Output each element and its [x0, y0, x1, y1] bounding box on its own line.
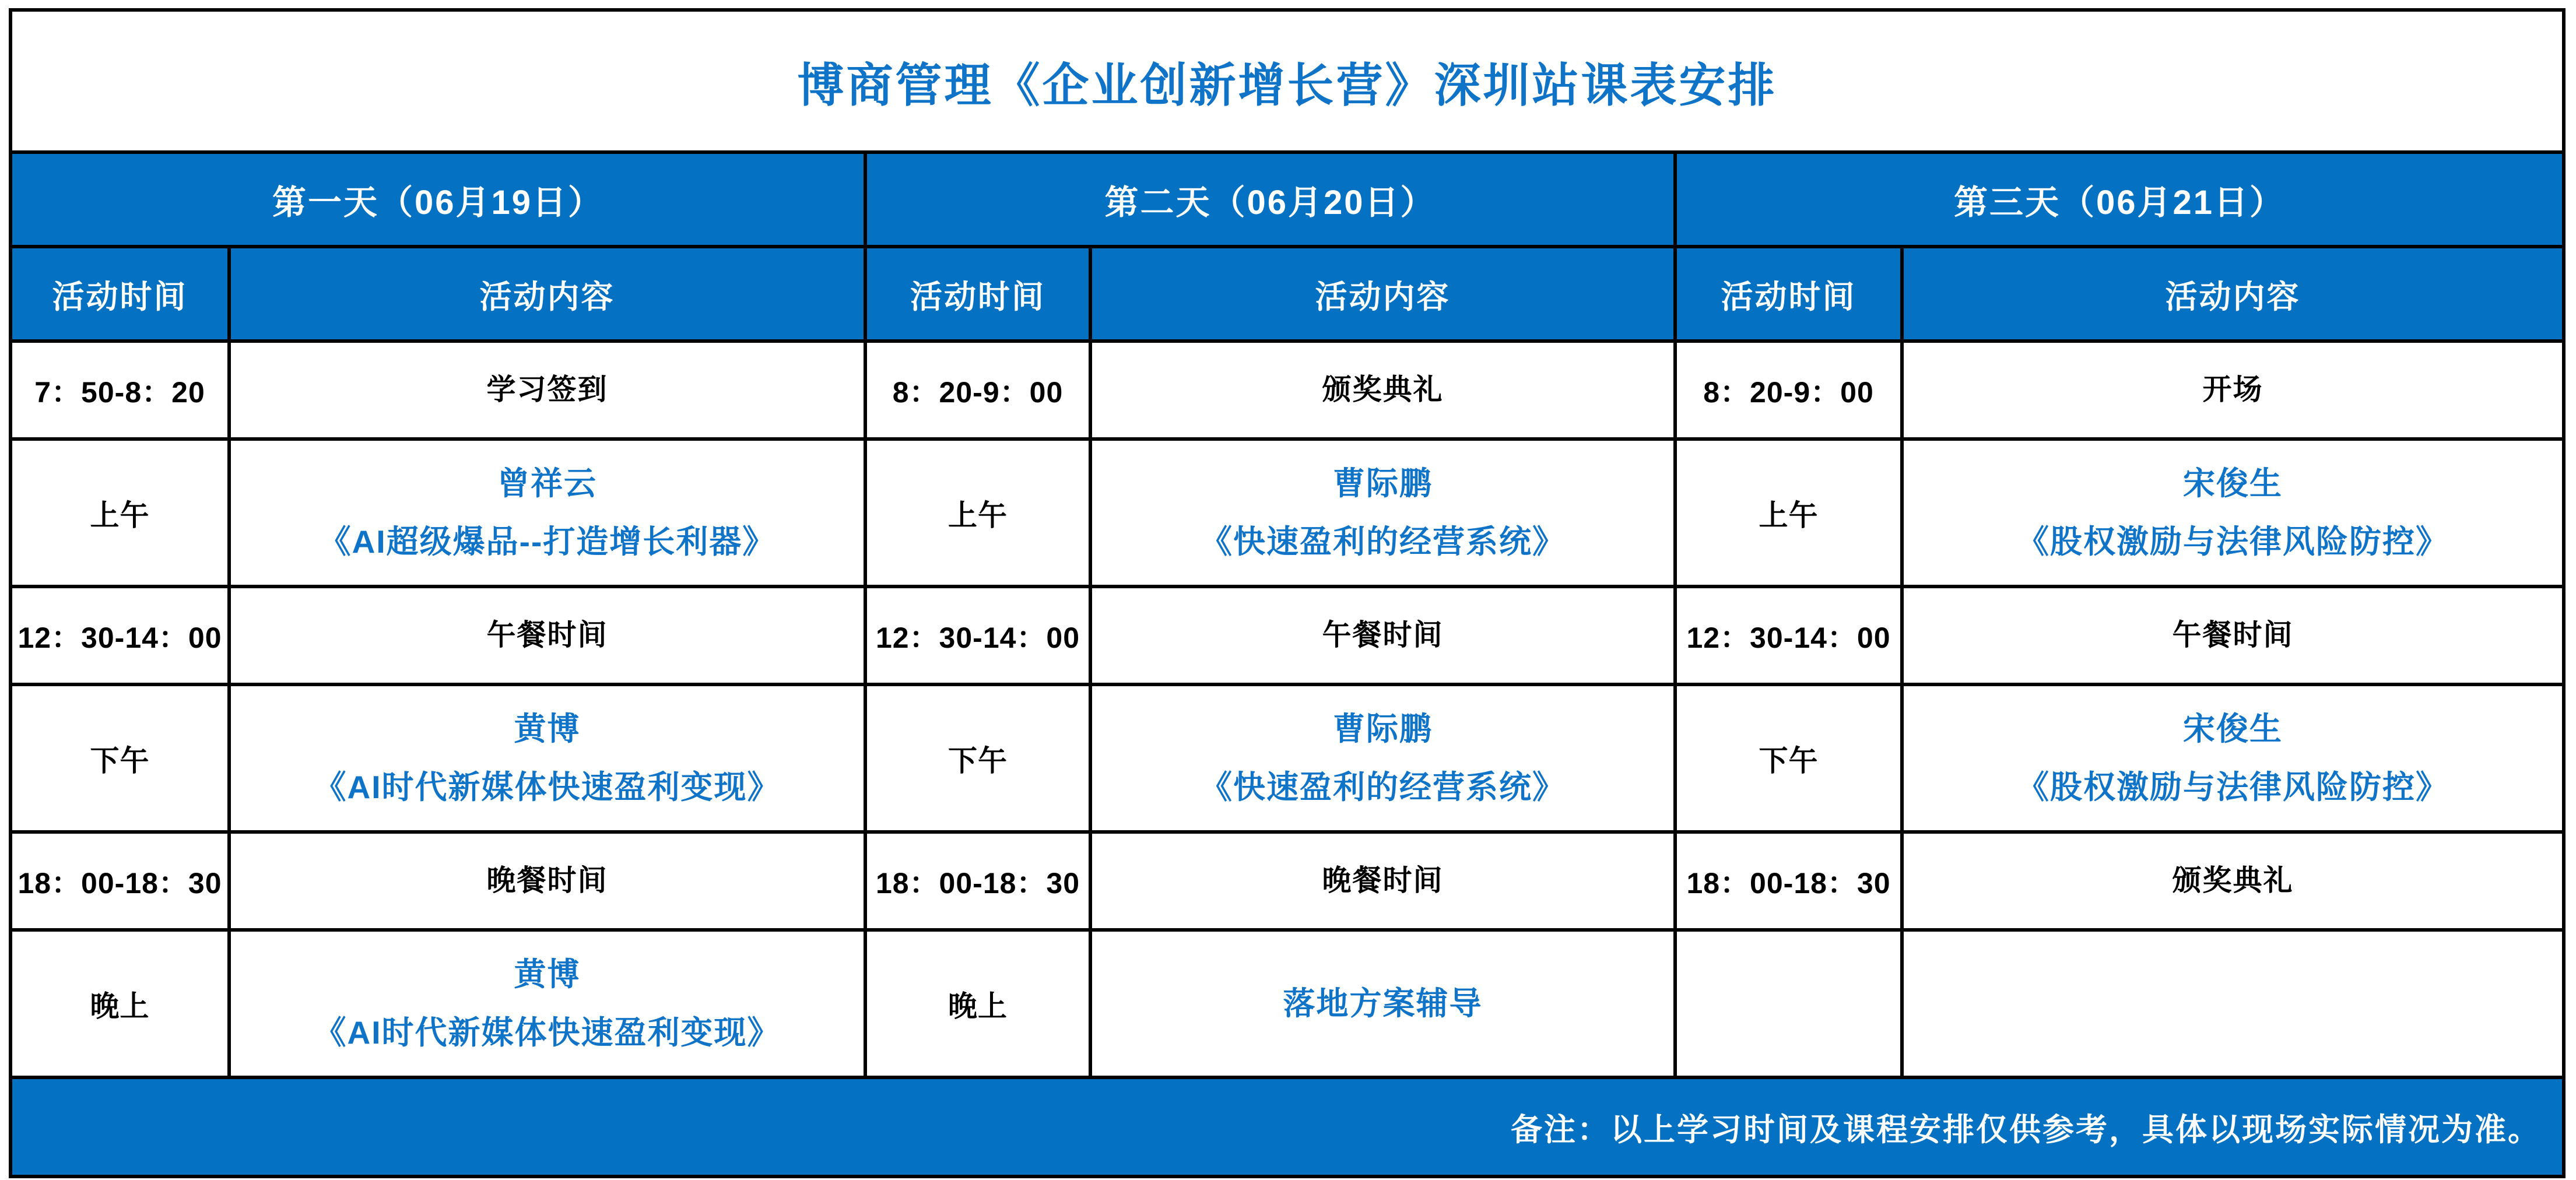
activity-label: 颁奖典礼	[2172, 864, 2294, 897]
time-cell	[12, 932, 231, 1076]
day-header-label: 第二天（06月20日）	[1104, 184, 1436, 222]
content-cell	[1092, 441, 1677, 585]
course-title-line: 黄博	[514, 711, 581, 747]
course-title-line: 《AI超级爆品--打造增长利器》	[318, 523, 776, 560]
time-cell	[1677, 834, 1904, 928]
column-header-time	[12, 248, 231, 339]
content-cell	[1904, 686, 2562, 830]
course-title-line: 曹际鹏	[1332, 465, 1433, 502]
course-title-line: 《股权激励与法律风险防控》	[2016, 523, 2449, 560]
course-title-line: 《快速盈利的经营系统》	[1199, 523, 1566, 560]
time-label: 7：50-8：20	[34, 376, 205, 409]
time-label: 12：30-14：00	[1686, 621, 1891, 654]
time-cell	[867, 932, 1092, 1076]
time-label: 8：20-9：00	[892, 376, 1064, 409]
day-header-label: 第三天（06月21日）	[1953, 184, 2286, 222]
content-cell	[231, 441, 867, 585]
course-title-line: 宋俊生	[2182, 711, 2283, 747]
time-label: 上午	[90, 498, 150, 532]
content-cell	[1092, 686, 1677, 830]
column-header-time-label: 活动时间	[1721, 278, 1856, 315]
footer-note: 备注：以上学习时间及课程安排仅供参考，具体以现场实际情况为准。	[1511, 1112, 2541, 1147]
schedule-row	[12, 834, 2562, 932]
column-header-row	[12, 248, 2562, 343]
activity-label: 颁奖典礼	[1322, 373, 1444, 406]
course-title-line: 《股权激励与法律风险防控》	[2016, 768, 2449, 805]
course-title-line: 落地方案辅导	[1283, 985, 1483, 1021]
column-header-content	[1092, 248, 1677, 339]
column-header-content-label: 活动内容	[2165, 278, 2301, 315]
content-cell	[1092, 343, 1677, 437]
column-header-content-label: 活动内容	[479, 278, 615, 315]
day-header-cell	[1677, 154, 2562, 245]
time-cell	[867, 343, 1092, 437]
course-title-line: 黄博	[514, 956, 581, 993]
day-header-label: 第一天（06月19日）	[272, 184, 604, 222]
schedule-body	[12, 343, 2562, 1079]
schedule-row	[12, 441, 2562, 588]
schedule-row	[12, 588, 2562, 686]
day-header-row	[12, 154, 2562, 248]
time-label: 下午	[948, 744, 1008, 777]
time-label: 8：20-9：00	[1703, 376, 1874, 409]
time-cell	[867, 686, 1092, 830]
time-cell	[1677, 343, 1904, 437]
course-title-line: 《快速盈利的经营系统》	[1199, 768, 1566, 805]
time-label: 18：00-18：30	[17, 867, 222, 900]
schedule-row	[12, 932, 2562, 1079]
time-label: 下午	[1759, 744, 1819, 777]
course-title-line: 曾祥云	[497, 465, 597, 502]
schedule-table	[9, 8, 2566, 1178]
column-header-content	[231, 248, 867, 339]
time-cell	[12, 343, 231, 437]
time-cell	[12, 441, 231, 585]
schedule-row	[12, 343, 2562, 441]
time-cell	[12, 834, 231, 928]
time-label: 12：30-14：00	[17, 621, 222, 654]
content-cell	[1092, 834, 1677, 928]
footer-note-row	[12, 1079, 2562, 1175]
time-label: 晚上	[90, 989, 150, 1023]
time-cell	[867, 441, 1092, 585]
time-cell	[12, 588, 231, 683]
time-label: 12：30-14：00	[875, 621, 1080, 654]
time-cell	[1677, 932, 1904, 1076]
column-header-content	[1904, 248, 2562, 339]
time-label: 上午	[948, 498, 1008, 532]
schedule-row	[12, 686, 2562, 834]
time-label: 下午	[90, 744, 150, 777]
content-cell	[1092, 932, 1677, 1076]
activity-label: 晚餐时间	[486, 864, 608, 897]
course-title-line: 曹际鹏	[1332, 711, 1433, 747]
course-title-line: 宋俊生	[2182, 465, 2283, 502]
content-cell	[1092, 588, 1677, 683]
activity-label: 午餐时间	[486, 619, 608, 652]
title-row	[12, 12, 2562, 154]
content-cell	[1904, 588, 2562, 683]
time-cell	[867, 588, 1092, 683]
time-cell	[1677, 441, 1904, 585]
time-cell	[1677, 686, 1904, 830]
column-header-time-label: 活动时间	[52, 278, 188, 315]
course-title-line: 《AI时代新媒体快速盈利变现》	[314, 768, 781, 805]
content-cell	[231, 686, 867, 830]
activity-label: 学习签到	[486, 373, 608, 406]
time-label: 18：00-18：30	[875, 867, 1080, 900]
content-cell	[231, 932, 867, 1076]
day-header-cell	[12, 154, 867, 245]
content-cell	[231, 343, 867, 437]
column-header-time	[867, 248, 1092, 339]
column-header-time	[1677, 248, 1904, 339]
activity-label: 午餐时间	[2172, 619, 2294, 652]
column-header-time-label: 活动时间	[910, 278, 1045, 315]
time-label: 上午	[1759, 498, 1819, 532]
time-cell	[867, 834, 1092, 928]
activity-label: 开场	[2202, 373, 2263, 406]
content-cell	[1904, 343, 2562, 437]
activity-label: 午餐时间	[1322, 619, 1444, 652]
content-cell	[1904, 932, 2562, 1076]
day-header-cell	[867, 154, 1677, 245]
content-cell	[231, 588, 867, 683]
time-cell	[12, 686, 231, 830]
content-cell	[1904, 441, 2562, 585]
content-cell	[1904, 834, 2562, 928]
page-title: 博商管理《企业创新增长营》深圳站课表安排	[797, 59, 1777, 111]
content-cell	[231, 834, 867, 928]
time-cell	[1677, 588, 1904, 683]
time-label: 18：00-18：30	[1686, 867, 1891, 900]
time-label: 晚上	[948, 989, 1008, 1023]
course-title-line: 《AI时代新媒体快速盈利变现》	[314, 1014, 781, 1051]
activity-label: 晚餐时间	[1322, 864, 1444, 897]
column-header-content-label: 活动内容	[1315, 278, 1451, 315]
